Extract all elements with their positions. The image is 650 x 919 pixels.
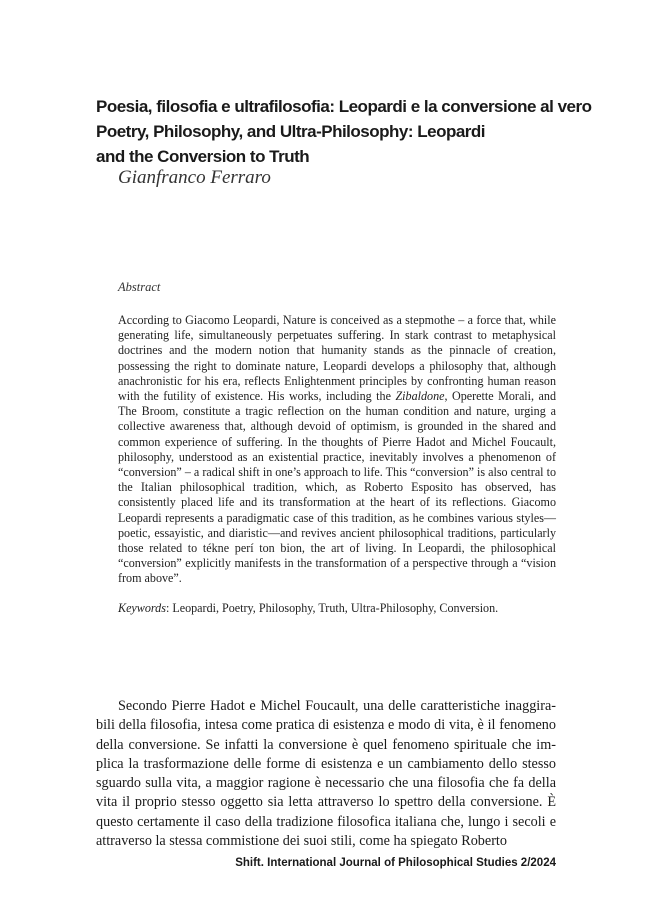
title-block [96, 94, 616, 169]
keywords-label: Keywords [118, 600, 166, 615]
abstract-heading: Abstract [118, 280, 161, 294]
zibaldone-title: Zibaldone [395, 389, 445, 404]
body-section [96, 697, 556, 851]
title-english-line-1: Poetry, Philosophy, and Ultra-Philosophy: Leopardi [96, 122, 486, 141]
abstract-text-part-2: , Operette Morali, and The Broom, constitute a tragic reflection on the human condition and nature, urging a collective awareness that, although devoid of optimism, is grounded in the shared and common experience of suffering. In the thoughts of Pierre Hadot and Michel Foucault, philosophy, understood as an existential practice, inevitably involves a phenomenon of “conversion” – a radical shift in one’s approach to life. This “conversion” is also central to the Italian philosophical tradition, which, as Roberto Esposito has observed, has consistently placed life and its transformation at the heart of its reflections. Giacomo Leopardi represents a paradigmatic case of this tradition, as he combines various styles—poetic, essayistic, and diaristic—and revives ancient philosophical traditions, particularly those related to tékne perí ton bion, the art of living. In Leopardi, the philosophical “conversion” explicitly manifests in the transformation of a perspective through a “vision from above”. [118, 389, 556, 586]
journal-footer: Shift. International Journal of Philosophical Studies 2/2024 [235, 857, 556, 869]
abstract-text [118, 313, 556, 587]
keywords-list: : Leopardi, Poetry, Philosophy, Truth, Ultra-Philosophy, Conversion. [165, 600, 499, 615]
abstract-text-part-1: According to Giacomo Leopardi, Nature is conceived as a stepmothe – a force that, while generating life, simultaneously perpetuates suffering. In stark contrast to metaphysical doctrines and the modern notion that humanity stands as the pinnacle of creation, possessing the right to dominate nature, Leopardi develops a philosophy that, although anachronistic for his era, reflects Enlightenment principles by confronting human reason with the futility of existence. His works, including the [118, 313, 556, 404]
author-name: Gianfranco Ferraro [118, 167, 271, 188]
title-english-line-2: and the Conversion to Truth [96, 147, 310, 166]
keywords [118, 601, 556, 616]
body-paragraph: Secondo Pierre Hadot e Michel Foucault, una delle caratteristiche inaggirabili della filosofia, intesa come pratica di esistenza e modo di vita, è il fenomeno della conversione. Se infatti la conversione è quel fenomeno spirituale che implica la trasformazione delle forme di esistenza e un cambiamento dello stesso sguardo sulla vita, a maggior ragione è necessario che una filosofia che fa della vita il proprio stesso oggetto sia letta attraverso lo spettro della conversione. È questo certamente il caso della tradizione filosofica italiana che, lungo i secoli e attraverso la stessa commistione dei suoi stili, come ha spiegato Roberto [96, 698, 556, 850]
title-italian: Poesia, filosofia e ultrafilosofia: Leopardi e la conversione al vero [96, 97, 592, 116]
abstract-section [118, 280, 556, 616]
